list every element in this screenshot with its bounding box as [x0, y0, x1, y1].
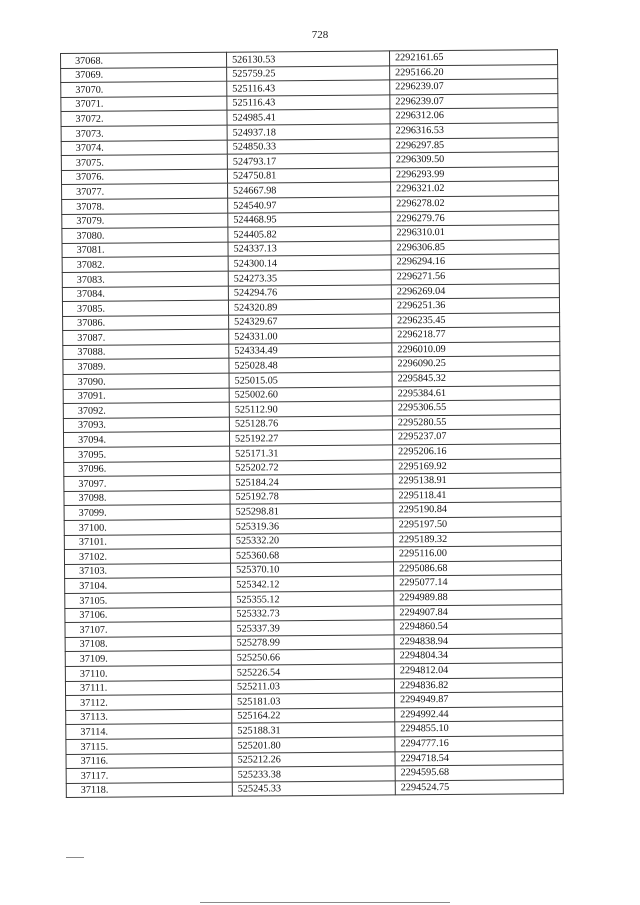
easting-cell: 524273.35 — [228, 270, 391, 286]
northing-cell: 2296312.06 — [390, 108, 558, 124]
point-id-cell: 37101. — [64, 534, 230, 550]
point-id-cell: 37076. — [61, 169, 227, 185]
northing-cell: 2295086.68 — [394, 560, 562, 576]
easting-cell: 525245.33 — [232, 781, 395, 797]
easting-cell: 525015.05 — [229, 372, 392, 388]
northing-cell: 2295077.14 — [394, 575, 562, 591]
northing-cell: 2294777.16 — [395, 735, 563, 751]
northing-cell: 2294524.75 — [395, 779, 563, 795]
easting-cell: 525337.39 — [231, 620, 394, 636]
point-id-cell: 37118. — [66, 782, 232, 798]
easting-cell: 525211.03 — [231, 678, 394, 694]
point-id-cell: 37092. — [63, 402, 229, 418]
easting-cell: 524985.41 — [227, 109, 390, 125]
point-id-cell: 37117. — [66, 767, 232, 783]
easting-cell: 525184.24 — [230, 474, 393, 490]
point-id-cell: 37091. — [63, 388, 229, 404]
easting-cell: 525759.25 — [227, 66, 390, 82]
point-id-cell: 37105. — [65, 592, 231, 608]
point-id-cell: 37069. — [61, 67, 227, 83]
point-id-cell: 37077. — [62, 184, 228, 200]
northing-cell: 2296010.09 — [392, 341, 560, 357]
easting-cell: 524850.33 — [227, 138, 390, 154]
easting-cell: 524300.14 — [228, 255, 391, 271]
easting-cell: 524334.49 — [229, 343, 392, 359]
point-id-cell: 37096. — [64, 461, 230, 477]
easting-cell: 525360.68 — [230, 547, 393, 563]
northing-cell: 2296251.36 — [391, 298, 559, 314]
point-id-cell: 37085. — [62, 300, 228, 316]
easting-cell: 525355.12 — [231, 591, 394, 607]
northing-cell: 2295138.91 — [393, 473, 561, 489]
northing-cell: 2295306.55 — [392, 400, 560, 416]
point-id-cell: 37112. — [66, 694, 232, 710]
northing-cell: 2296294.16 — [391, 254, 559, 270]
point-id-cell: 37073. — [61, 125, 227, 141]
northing-cell: 2295845.32 — [392, 371, 560, 387]
point-id-cell: 37068. — [61, 52, 227, 68]
easting-cell: 525164.22 — [232, 708, 395, 724]
easting-cell: 525233.38 — [232, 766, 395, 782]
easting-cell: 524667.98 — [228, 182, 391, 198]
northing-cell: 2296235.45 — [392, 312, 560, 328]
easting-cell: 525332.20 — [230, 532, 393, 548]
northing-cell: 2294855.10 — [395, 721, 563, 737]
point-id-cell: 37098. — [64, 490, 230, 506]
northing-cell: 2295206.16 — [393, 444, 561, 460]
northing-cell: 2295118.41 — [393, 487, 561, 503]
point-id-cell: 37108. — [65, 636, 231, 652]
point-id-cell: 37072. — [61, 111, 227, 127]
northing-cell: 2292161.65 — [389, 50, 557, 66]
northing-cell: 2296239.07 — [390, 93, 558, 109]
northing-cell: 2296316.53 — [390, 123, 558, 139]
easting-cell: 525332.73 — [231, 605, 394, 621]
northing-cell: 2294812.04 — [394, 663, 562, 679]
northing-cell: 2294992.44 — [395, 706, 563, 722]
point-id-cell: 37111. — [65, 680, 231, 696]
northing-cell: 2295190.84 — [393, 502, 561, 518]
point-id-cell: 37090. — [63, 373, 229, 389]
point-id-cell: 37099. — [64, 505, 230, 521]
point-id-cell: 37104. — [65, 578, 231, 594]
easting-cell: 525278.99 — [231, 635, 394, 651]
easting-cell: 525202.72 — [230, 460, 393, 476]
northing-cell: 2296321.02 — [391, 181, 559, 197]
easting-cell: 525319.36 — [230, 518, 393, 534]
northing-cell: 2294860.54 — [394, 619, 562, 635]
northing-cell: 2295197.50 — [393, 517, 561, 533]
point-id-cell: 37114. — [66, 723, 232, 739]
easting-cell: 526130.53 — [226, 51, 389, 67]
easting-cell: 524320.89 — [228, 299, 391, 315]
point-id-cell: 37088. — [63, 344, 229, 360]
point-id-cell: 37075. — [61, 154, 227, 170]
easting-cell: 524468.95 — [228, 211, 391, 227]
point-id-cell: 37095. — [64, 446, 230, 462]
easting-cell: 525192.78 — [230, 489, 393, 505]
point-id-cell: 37078. — [62, 198, 228, 214]
point-id-cell: 37116. — [66, 753, 232, 769]
point-id-cell: 37106. — [65, 607, 231, 623]
point-id-cell: 37103. — [65, 563, 231, 579]
northing-cell: 2294718.54 — [395, 750, 563, 766]
easting-cell: 524329.67 — [229, 314, 392, 330]
northing-cell: 2295169.92 — [393, 458, 561, 474]
northing-cell: 2296271.56 — [391, 268, 559, 284]
northing-cell: 2294836.82 — [394, 677, 562, 693]
point-id-cell: 37082. — [62, 256, 228, 272]
point-id-cell: 37097. — [64, 475, 230, 491]
easting-cell: 525128.76 — [229, 416, 392, 432]
point-id-cell: 37080. — [62, 227, 228, 243]
easting-cell: 525116.43 — [227, 80, 390, 96]
point-id-cell: 37102. — [64, 548, 230, 564]
northing-cell: 2296306.85 — [391, 239, 559, 255]
northing-cell: 2295166.20 — [390, 64, 558, 80]
scan-mark-bottom — [200, 902, 450, 903]
point-id-cell: 37083. — [62, 271, 228, 287]
northing-cell: 2294949.87 — [395, 692, 563, 708]
easting-cell: 525028.48 — [229, 357, 392, 373]
point-id-cell: 37074. — [61, 140, 227, 156]
easting-cell: 525192.27 — [229, 430, 392, 446]
easting-cell: 524337.13 — [228, 241, 391, 257]
easting-cell: 524405.82 — [228, 226, 391, 242]
northing-cell: 2296293.99 — [390, 166, 558, 182]
easting-cell: 525250.66 — [231, 649, 394, 665]
northing-cell: 2295384.61 — [392, 385, 560, 401]
point-id-cell: 37081. — [62, 242, 228, 258]
point-id-cell: 37110. — [65, 665, 231, 681]
easting-cell: 525171.31 — [230, 445, 393, 461]
easting-cell: 525226.54 — [231, 664, 394, 680]
northing-cell: 2294838.94 — [394, 633, 562, 649]
easting-cell: 525201.80 — [232, 737, 395, 753]
easting-cell: 525181.03 — [232, 693, 395, 709]
point-id-cell: 37084. — [62, 286, 228, 302]
coordinate-table — [60, 49, 564, 798]
northing-cell: 2294595.68 — [395, 765, 563, 781]
northing-cell: 2296090.25 — [392, 356, 560, 372]
northing-cell: 2296309.50 — [390, 152, 558, 168]
easting-cell: 525116.43 — [227, 95, 390, 111]
point-id-cell: 37107. — [65, 621, 231, 637]
point-id-cell: 37109. — [65, 651, 231, 667]
easting-cell: 524793.17 — [227, 153, 390, 169]
point-id-cell: 37070. — [61, 81, 227, 97]
point-id-cell: 37100. — [64, 519, 230, 535]
point-id-cell: 37086. — [63, 315, 229, 331]
northing-cell: 2295189.32 — [393, 531, 561, 547]
northing-cell: 2295116.00 — [393, 546, 561, 562]
point-id-cell: 37094. — [63, 432, 229, 448]
northing-cell: 2294907.84 — [394, 604, 562, 620]
table-row — [66, 779, 563, 797]
point-id-cell: 37093. — [63, 417, 229, 433]
scan-mark-left — [66, 857, 84, 858]
easting-cell: 525342.12 — [231, 576, 394, 592]
easting-cell: 525370.10 — [231, 562, 394, 578]
northing-cell: 2296218.77 — [392, 327, 560, 343]
point-id-cell: 37089. — [63, 359, 229, 375]
easting-cell: 525188.31 — [232, 722, 395, 738]
easting-cell: 525298.81 — [230, 503, 393, 519]
northing-cell: 2296278.02 — [391, 196, 559, 212]
point-id-cell: 37115. — [66, 738, 232, 754]
point-id-cell: 37071. — [61, 96, 227, 112]
easting-cell: 525212.26 — [232, 751, 395, 767]
northing-cell: 2296310.01 — [391, 225, 559, 241]
easting-cell: 525112.90 — [229, 401, 392, 417]
northing-cell: 2294804.34 — [394, 648, 562, 664]
coordinate-table-body — [61, 50, 564, 798]
point-id-cell: 37079. — [62, 213, 228, 229]
northing-cell: 2296239.07 — [390, 79, 558, 95]
northing-cell: 2294989.88 — [394, 590, 562, 606]
northing-cell: 2295280.55 — [392, 414, 560, 430]
easting-cell: 525002.60 — [229, 387, 392, 403]
easting-cell: 524294.76 — [228, 284, 391, 300]
northing-cell: 2296297.85 — [390, 137, 558, 153]
easting-cell: 524750.81 — [227, 168, 390, 184]
northing-cell: 2296269.04 — [391, 283, 559, 299]
northing-cell: 2295237.07 — [392, 429, 560, 445]
easting-cell: 524331.00 — [229, 328, 392, 344]
easting-cell: 524540.97 — [228, 197, 391, 213]
page-number: 728 — [311, 29, 329, 41]
northing-cell: 2296279.76 — [391, 210, 559, 226]
easting-cell: 524937.18 — [227, 124, 390, 140]
point-id-cell: 37087. — [63, 329, 229, 345]
point-id-cell: 37113. — [66, 709, 232, 725]
